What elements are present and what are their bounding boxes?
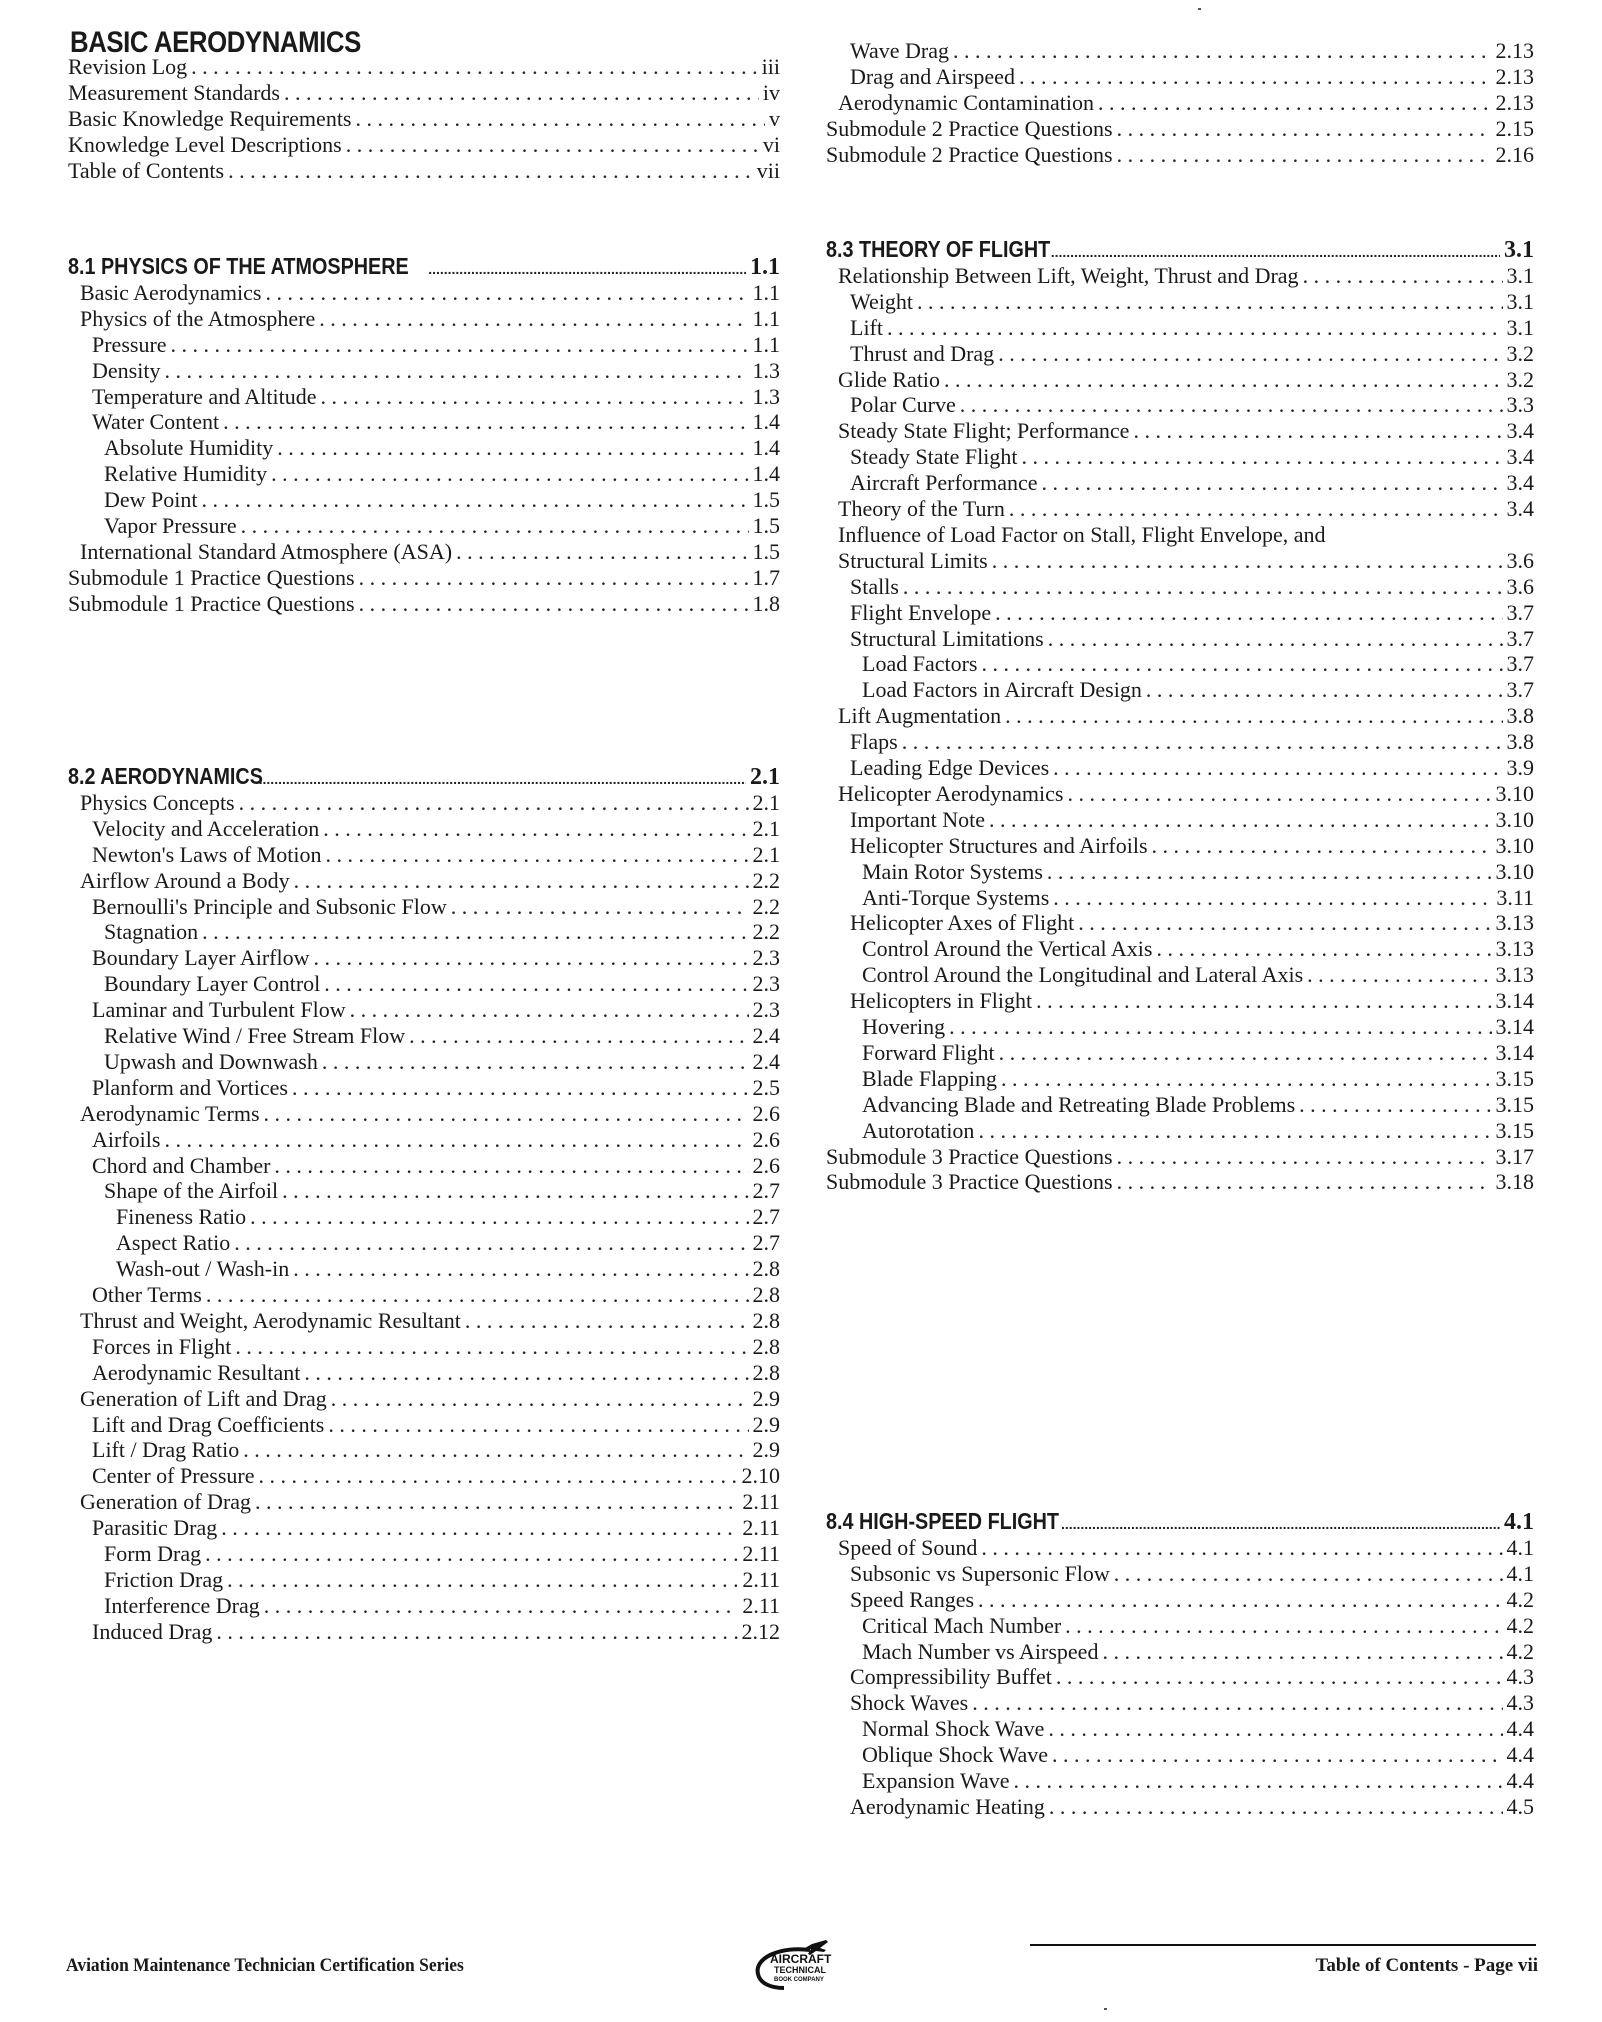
toc-entry-label: Theory of the Turn <box>838 496 1005 521</box>
scan-speck <box>1104 2008 1107 2010</box>
toc-entry-label: Anti-Torque Systems <box>862 884 1050 910</box>
toc-entry-label: Influence of Load Factor on Stall, Flight Envelope, and <box>838 521 1326 547</box>
toc-entry-label: Shock Waves <box>850 1690 969 1716</box>
toc-entry-label: Aerodynamic Resultant <box>92 1359 301 1385</box>
toc-entry-label: International Standard Atmosphere (ASA) <box>80 538 453 564</box>
toc-page-number: 2.9 <box>752 1437 780 1463</box>
toc-entry-label: Structural Limits <box>838 547 988 573</box>
dot-leader <box>1117 1165 1492 1198</box>
toc-page-number: 1.4 <box>752 461 780 487</box>
scan-speck <box>1198 8 1201 10</box>
toc-entry-label: Boundary Layer Control <box>104 971 321 997</box>
toc-entry-label: Planform and Vortices <box>92 1074 288 1100</box>
toc-page-number: 3.1 <box>1504 237 1534 263</box>
dot-leader <box>1049 1790 1503 1823</box>
toc-page-number: 3.8 <box>1506 703 1534 729</box>
toc-page-number: 1.5 <box>752 487 780 513</box>
toc-entry-label: Expansion Wave <box>862 1768 1010 1793</box>
toc-entry-label: Steady State Flight; Performance <box>838 418 1130 444</box>
toc-entry-label: Laminar and Turbulent Flow <box>92 997 346 1023</box>
toc-entry-label: Control Around the Vertical Axis <box>862 936 1153 962</box>
toc-page-number: 2.13 <box>1495 63 1534 89</box>
toc-entry-label: Compressibility Buffet <box>850 1664 1052 1690</box>
toc-page-number: 2.1 <box>752 815 780 841</box>
toc-page-number: 3.8 <box>1506 729 1534 755</box>
toc-entry-label: Water Content <box>92 409 220 435</box>
svg-text:TECHNICAL: TECHNICAL <box>774 1965 826 1975</box>
toc-entry-label: Lift Augmentation <box>838 703 1002 729</box>
toc-entry-label: Generation of Drag <box>80 1489 252 1515</box>
toc-page-number: iv <box>762 79 780 105</box>
toc-page-number: 2.9 <box>752 1385 780 1411</box>
toc-page-number: 4.4 <box>1506 1768 1534 1793</box>
toc-page-number: 2.3 <box>752 997 780 1023</box>
toc-entry-label: Aerodynamic Heating <box>850 1793 1045 1819</box>
toc-page-number: 2.2 <box>752 919 780 945</box>
toc-entry-label: Control Around the Longitudinal and Lateral Axis <box>862 962 1304 988</box>
toc-page-number: 1.8 <box>752 590 780 616</box>
toc-page-number: 1.3 <box>752 357 780 383</box>
toc-entry-label: Vapor Pressure <box>104 513 237 538</box>
toc-entry-label: Submodule 2 Practice Questions <box>826 115 1113 141</box>
toc-page-number: 3.7 <box>1506 625 1534 651</box>
toc-page-number: 2.1 <box>752 789 780 815</box>
toc-entry-label: Basic Aerodynamics <box>80 279 262 305</box>
toc-page-number: 3.11 <box>1496 884 1534 910</box>
toc-page-number: 3.6 <box>1506 573 1534 599</box>
toc-entry-label: Aerodynamic Terms <box>80 1100 260 1126</box>
toc-entry-label: Stagnation <box>104 919 199 945</box>
toc-page-number: 4.1 <box>1506 1560 1534 1586</box>
toc-entry[interactable] <box>68 587 780 620</box>
toc-page-number: 3.14 <box>1495 1014 1534 1039</box>
toc-entry-label: Knowledge Level Descriptions <box>68 131 342 157</box>
toc-entry-label: Flaps <box>850 729 898 755</box>
toc-entry-label: Table of Contents <box>68 157 225 183</box>
toc-entry-label: Relative Wind / Free Stream Flow <box>104 1023 406 1048</box>
toc-entry-label: Stalls <box>850 573 899 599</box>
toc-page-number: 1.4 <box>752 409 780 435</box>
toc-entry-label: Bernoulli's Principle and Subsonic Flow <box>92 893 447 919</box>
toc-entry-label: Important Note <box>850 806 986 832</box>
toc-page-number: 3.2 <box>1506 340 1534 366</box>
toc-page-number: 3.3 <box>1506 392 1534 418</box>
toc-entry[interactable] <box>826 138 1534 171</box>
toc-entry-label: Center of Pressure <box>92 1463 255 1489</box>
toc-page-number: 2.11 <box>742 1566 780 1592</box>
toc-entry-label: Wash-out / Wash-in <box>116 1256 290 1282</box>
toc-page-number: 3.14 <box>1495 988 1534 1014</box>
toc-entry-label: Load Factors in Aircraft Design <box>862 677 1142 703</box>
toc-entry-label: Flight Envelope <box>850 599 992 625</box>
toc-page-number: 3.14 <box>1495 1039 1534 1065</box>
toc-entry-label: Thrust and Weight, Aerodynamic Resultant <box>80 1307 461 1333</box>
toc-page-number: 4.3 <box>1506 1664 1534 1690</box>
toc-entry-label: Leading Edge Devices <box>850 755 1050 780</box>
toc-page-number: 3.15 <box>1495 1065 1534 1091</box>
toc-page-number: 2.16 <box>1495 141 1534 167</box>
toc-page-number: 1.5 <box>752 538 780 564</box>
footer-rule <box>1030 1944 1536 1946</box>
toc-entry-label: Shape of the Airfoil <box>104 1178 279 1204</box>
toc-entry-label: Velocity and Acceleration <box>92 815 320 841</box>
page-title: BASIC AERODYNAMICS <box>70 26 361 59</box>
aircraft-technical-logo <box>750 1938 846 1992</box>
toc-entry-label: Dew Point <box>104 487 198 513</box>
toc-entry-label: Load Factors <box>862 651 978 677</box>
toc-entry-label: Chord and Chamber <box>92 1152 271 1178</box>
toc-entry-label: Mach Number vs Airspeed <box>862 1638 1099 1664</box>
toc-entry-label: Submodule 2 Practice Questions <box>826 141 1113 167</box>
toc-page-number: 3.4 <box>1506 496 1534 521</box>
toc-entry-label: Lift and Drag Coefficients <box>92 1411 325 1437</box>
toc-entry-label: Helicopter Aerodynamics <box>838 780 1064 806</box>
toc-page-number: 1.7 <box>752 564 780 590</box>
toc-page-number: 3.7 <box>1506 599 1534 625</box>
toc-page-number: 1.1 <box>750 254 780 280</box>
toc-entry-label: Other Terms <box>92 1282 202 1307</box>
toc-page-number: 2.10 <box>741 1463 780 1489</box>
toc-entry-label: Weight <box>850 288 913 314</box>
toc-page-number: 3.1 <box>1506 288 1534 314</box>
toc-page-number: 3.7 <box>1506 651 1534 677</box>
toc-page-number: 3.6 <box>1506 547 1534 573</box>
toc-page-number: 2.7 <box>752 1178 780 1204</box>
toc-page-number: 2.8 <box>752 1333 780 1359</box>
toc-entry-label: Lift / Drag Ratio <box>92 1437 240 1463</box>
toc-page-number: 4.3 <box>1506 1690 1534 1716</box>
toc-entry-label: Physics of the Atmosphere <box>80 305 316 331</box>
toc-entry-label: Drag and Airspeed <box>850 63 1015 89</box>
toc-entry-label: Autorotation <box>862 1117 975 1143</box>
toc-page-number: 1.1 <box>752 305 780 331</box>
toc-page-number: 3.10 <box>1495 858 1534 884</box>
toc-page-number: 2.8 <box>752 1282 780 1307</box>
toc-entry-label: Airfoils <box>92 1126 161 1152</box>
toc-page-number: 2.4 <box>752 1048 780 1074</box>
toc-page-number: 3.1 <box>1506 262 1534 288</box>
toc-page-number: 2.7 <box>752 1230 780 1256</box>
toc-entry-label: Structural Limitations <box>850 625 1044 651</box>
toc-page-number: 2.8 <box>752 1256 780 1282</box>
dot-leader <box>228 154 753 187</box>
toc-page-number: 4.2 <box>1506 1586 1534 1612</box>
toc-entry-label: Generation of Lift and Drag <box>80 1385 327 1411</box>
svg-text:AIRCRAFT: AIRCRAFT <box>770 1952 832 1966</box>
toc-page-number: 1.3 <box>752 383 780 409</box>
toc-entry-label: Glide Ratio <box>838 366 941 392</box>
toc-entry-label: Measurement Standards <box>68 79 280 105</box>
toc-page-number: 4.2 <box>1506 1612 1534 1638</box>
toc-page-number: 1.5 <box>752 513 780 538</box>
toc-page-number: 2.4 <box>752 1023 780 1048</box>
toc-entry-label: Parasitic Drag <box>92 1515 218 1541</box>
toc-page-number: 2.11 <box>742 1489 780 1515</box>
toc-page-number: 2.1 <box>750 764 780 790</box>
toc-page-number: 2.6 <box>752 1100 780 1126</box>
toc-page-number: 4.4 <box>1506 1716 1534 1742</box>
toc-entry-label: Wave Drag <box>850 38 950 63</box>
toc-entry-label: Forward Flight <box>862 1039 995 1065</box>
toc-page-number: 3.13 <box>1495 936 1534 962</box>
toc-entry-label: 8.4 HIGH-SPEED FLIGHT <box>826 1508 1060 1534</box>
toc-page-number: 2.7 <box>752 1204 780 1230</box>
toc-page-number: 2.2 <box>752 867 780 893</box>
toc-entry-label: Relationship Between Lift, Weight, Thrust and Drag <box>838 262 1299 288</box>
toc-page-number: 2.11 <box>742 1541 780 1566</box>
toc-entry-label: 8.3 THEORY OF FLIGHT <box>826 236 1051 262</box>
toc-entry-label: Induced Drag <box>92 1618 213 1644</box>
toc-page-number: iii <box>761 54 780 79</box>
toc-page-number: 3.1 <box>1506 314 1534 340</box>
toc-entry-label: Upwash and Downwash <box>104 1048 318 1074</box>
toc-entry-label: Helicopter Structures and Airfoils <box>850 832 1148 858</box>
toc-page-number: 1.1 <box>752 279 780 305</box>
toc-entry-label: Oblique Shock Wave <box>862 1742 1049 1768</box>
toc-entry[interactable] <box>826 1165 1534 1198</box>
toc-entry-label: Lift <box>850 314 883 340</box>
toc-page-number: 3.2 <box>1506 366 1534 392</box>
toc-page-number: 2.1 <box>752 841 780 867</box>
toc-page-number: 3.13 <box>1495 962 1534 988</box>
toc-entry-label: Relative Humidity <box>104 461 268 487</box>
toc-entry-label: Aspect Ratio <box>116 1230 231 1256</box>
toc-entry-label: Absolute Humidity <box>104 435 274 461</box>
dot-leader <box>1117 138 1492 171</box>
toc-entry[interactable] <box>826 1790 1534 1823</box>
dot-leader <box>216 1615 737 1648</box>
toc-page-number: 2.11 <box>742 1515 780 1541</box>
toc-entry-label: Submodule 3 Practice Questions <box>826 1143 1113 1169</box>
footer-series-title: Aviation Maintenance Technician Certification Series <box>66 1955 464 1976</box>
toc-page-number: 2.9 <box>752 1411 780 1437</box>
toc-entry-label: Steady State Flight <box>850 444 1018 470</box>
toc-page-number: 2.15 <box>1495 115 1534 141</box>
toc-page-number: v <box>769 105 780 131</box>
toc-entry-label: Revision Log <box>68 54 188 79</box>
toc-entry-label: Submodule 1 Practice Questions <box>68 564 355 590</box>
toc-page-number: 1.1 <box>752 331 780 357</box>
toc-entry-label: Basic Knowledge Requirements <box>68 105 352 131</box>
toc-entry-label: Airflow Around a Body <box>80 867 290 893</box>
toc-page-number: 1.4 <box>752 435 780 461</box>
svg-text:BOOK COMPANY: BOOK COMPANY <box>774 1977 824 1983</box>
toc-page-number: 2.12 <box>741 1618 780 1644</box>
toc-page-number: 2.6 <box>752 1152 780 1178</box>
toc-page-number: 4.1 <box>1506 1534 1534 1560</box>
toc-entry-label: Submodule 3 Practice Questions <box>826 1169 1113 1195</box>
toc-entry-label: Subsonic vs Supersonic Flow <box>850 1560 1110 1586</box>
toc-page-number: vi <box>762 131 780 157</box>
toc-page-number: 3.9 <box>1506 755 1534 780</box>
toc-entry-label: Thrust and Drag <box>850 340 995 366</box>
toc-page-number: 4.5 <box>1506 1793 1534 1819</box>
toc-entry-label: Density <box>92 357 161 383</box>
toc-page-number: 3.13 <box>1495 910 1534 936</box>
toc-page-number: 2.3 <box>752 945 780 971</box>
toc-page-number: 3.15 <box>1495 1117 1534 1143</box>
toc-entry-label: 8.1 PHYSICS OF THE ATMOSPHERE <box>68 253 409 279</box>
toc-page-number: 2.2 <box>752 893 780 919</box>
toc-entry-label: 8.2 AERODYNAMICS <box>68 763 263 789</box>
toc-page-number: 2.8 <box>752 1359 780 1385</box>
toc-page-number: 3.7 <box>1506 677 1534 703</box>
toc-entry-label: Aerodynamic Contamination <box>838 89 1094 115</box>
toc-page-number: 2.8 <box>752 1307 780 1333</box>
toc-page-number: 3.4 <box>1506 418 1534 444</box>
toc-page-number: 3.10 <box>1495 832 1534 858</box>
toc-page-number: 2.11 <box>742 1592 780 1618</box>
toc-page-number: vii <box>756 157 780 183</box>
toc-entry-label: Fineness Ratio <box>116 1204 247 1230</box>
toc-page-number: 2.13 <box>1495 89 1534 115</box>
toc-page-number: 2.5 <box>752 1074 780 1100</box>
dot-leader <box>359 587 749 620</box>
toc-entry-label: Normal Shock Wave <box>862 1716 1045 1742</box>
toc-page-number: 2.3 <box>752 971 780 997</box>
toc-page-number: 2.13 <box>1495 38 1534 63</box>
toc-page-number: 3.17 <box>1495 1143 1534 1169</box>
toc-entry-label: Polar Curve <box>850 392 956 418</box>
toc-page-number: 4.4 <box>1506 1742 1534 1768</box>
toc-page-number: 4.1 <box>1504 1509 1534 1535</box>
toc-entry-label: Form Drag <box>104 1541 202 1566</box>
toc-entry-label: Critical Mach Number <box>862 1612 1062 1638</box>
toc-entry-label: Main Rotor Systems <box>862 858 1043 884</box>
toc-entry-label: Speed Ranges <box>850 1586 975 1612</box>
toc-page-number: 2.6 <box>752 1126 780 1152</box>
toc-page-number: 3.15 <box>1495 1091 1534 1117</box>
toc-entry-label: Advancing Blade and Retreating Blade Problems <box>862 1091 1296 1117</box>
toc-entry-label: Friction Drag <box>104 1566 224 1592</box>
toc-entry-label: Boundary Layer Airflow <box>92 945 310 971</box>
toc-page-number: 3.10 <box>1495 780 1534 806</box>
toc-entry-label: Blade Flapping <box>862 1065 998 1091</box>
footer-page-label: Table of Contents - Page vii <box>1315 1955 1538 1976</box>
toc-entry[interactable] <box>68 154 780 187</box>
toc-entry-label: Forces in Flight <box>92 1333 232 1359</box>
toc-entry[interactable] <box>68 1615 780 1648</box>
toc-entry-label: Helicopter Axes of Flight <box>850 910 1075 936</box>
toc-page-number: 3.10 <box>1495 806 1534 832</box>
toc-entry-label: Interference Drag <box>104 1592 260 1618</box>
toc-page-number: 3.4 <box>1506 444 1534 470</box>
toc-entry-label: Temperature and Altitude <box>92 383 317 409</box>
toc-entry-label: Hovering <box>862 1014 946 1039</box>
toc-entry-label: Submodule 1 Practice Questions <box>68 590 355 616</box>
toc-entry-label: Pressure <box>92 331 167 357</box>
toc-entry-label: Aircraft Performance <box>850 470 1038 496</box>
toc-entry-label: Physics Concepts <box>80 789 235 815</box>
toc-page-number: 3.18 <box>1495 1169 1534 1195</box>
toc-entry-label: Newton's Laws of Motion <box>92 841 322 867</box>
toc-entry-label: Helicopters in Flight <box>850 988 1033 1014</box>
toc-entry-label: Speed of Sound <box>838 1534 978 1560</box>
toc-page-number: 4.2 <box>1506 1638 1534 1664</box>
toc-page-number: 3.4 <box>1506 470 1534 496</box>
